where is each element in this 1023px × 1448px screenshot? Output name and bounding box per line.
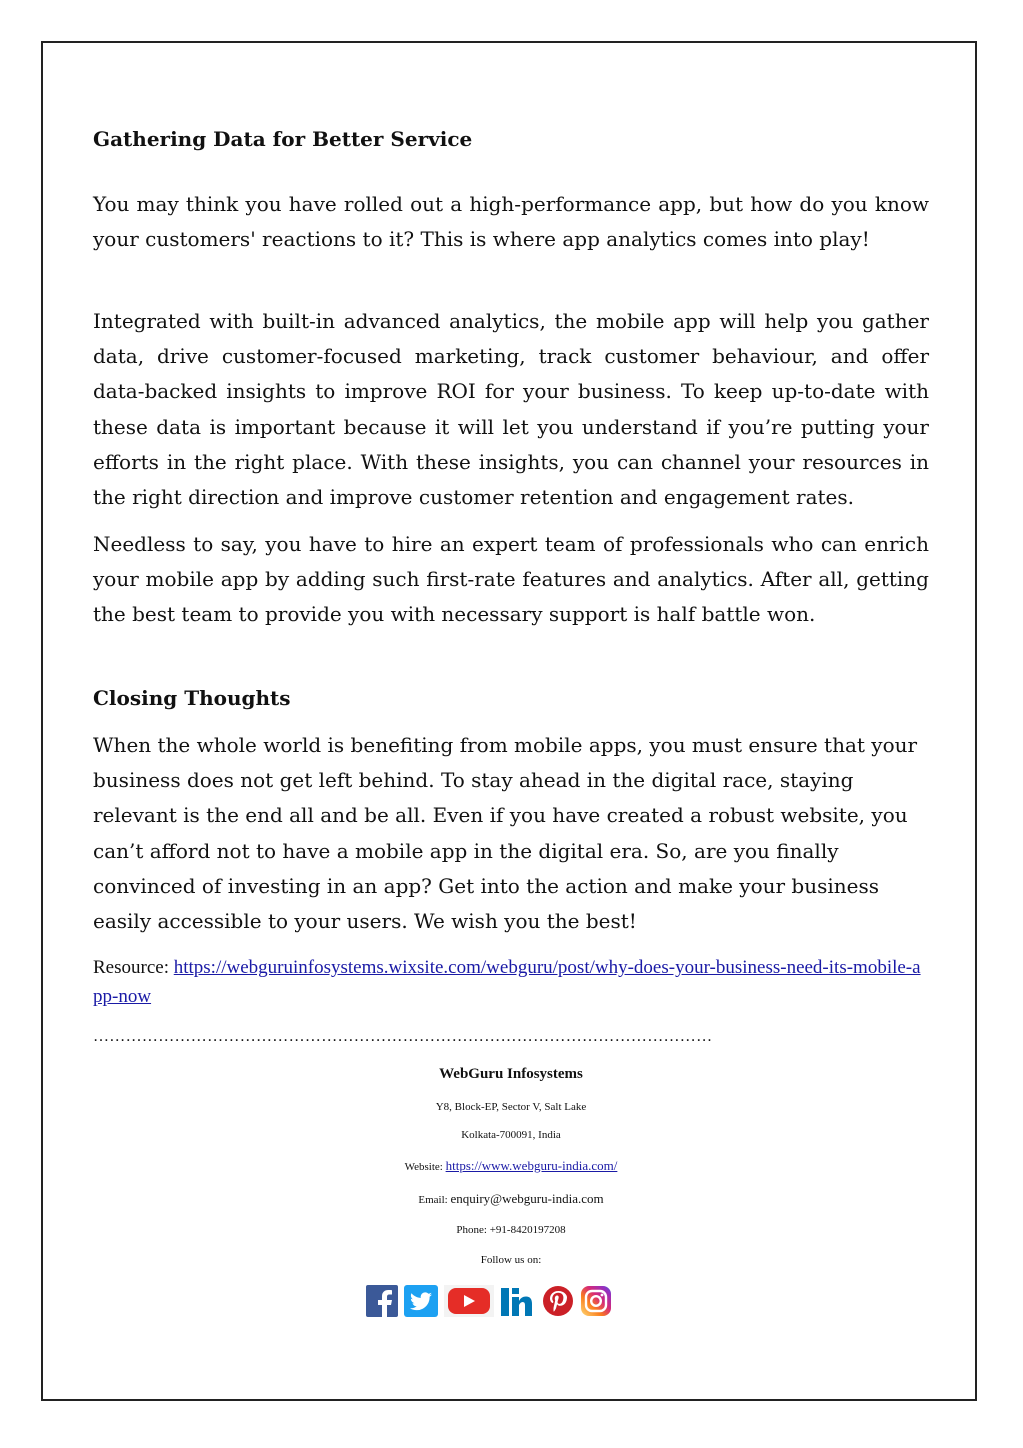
footer-email xyxy=(93,1191,929,1207)
footer-follow-label: Follow us on: xyxy=(480,1254,542,1266)
section-heading-gathering: Gathering Data for Better Service xyxy=(93,127,473,151)
social-icons xyxy=(366,1283,628,1319)
paragraph: Needless to say, you have to hire an expert team of professionals who can enrich your mobile app by adding such first-rate features and analytics. After all, getting the best team to provide you with necessary support is half battle won. xyxy=(93,532,929,627)
resource-line xyxy=(93,953,929,1011)
footer-city: Kolkata-700091, India xyxy=(461,1129,561,1141)
paragraph: When the whole world is benefiting from mobile apps, you must ensure that your business does not get left behind. To stay ahead in the digital race, staying relevant is the end all and be all. Even if you have created a robust website, you can’t afford not to have a mobile app in the digital era. So, are you finally convinced of investing in an app? Get into the action and make your business easily accessible to your users. We wish you the best! xyxy=(93,733,918,934)
instagram-icon[interactable] xyxy=(580,1285,612,1317)
footer-phone: Phone: +91-8420197208 xyxy=(456,1224,566,1236)
paragraph: Integrated with built-in advanced analytics, the mobile app will help you gather data, drive customer-focused marketing, track customer behaviour, and offer data-backed insights to improve ROI for your business. To keep up-to-date with these data is important because it will let you understand if you’re putting your efforts in the right place. With these insights, you can channel your resources in the right direction and improve customer retention and engagement rates. xyxy=(93,309,929,510)
divider-dots: …………………………………………………………………………………………………… xyxy=(93,1028,713,1045)
resource-label: Resource: xyxy=(93,957,169,978)
pinterest-icon[interactable] xyxy=(542,1285,574,1317)
section-heading-closing: Closing Thoughts xyxy=(93,686,291,710)
twitter-icon[interactable] xyxy=(404,1285,438,1317)
facebook-icon[interactable] xyxy=(366,1285,398,1317)
paragraph: You may think you have rolled out a high-performance app, but how do you know your customers' reactions to it? This is where app analytics comes into play! xyxy=(93,192,929,252)
email-label: Email: xyxy=(418,1194,448,1206)
website-label: Website: xyxy=(404,1161,443,1173)
website-link[interactable]: https://www.webguru-india.com/ xyxy=(445,1158,618,1173)
footer-address: Y8, Block-EP, Sector V, Salt Lake xyxy=(435,1101,587,1113)
linkedin-icon[interactable] xyxy=(500,1285,536,1317)
email-value[interactable]: enquiry@webguru-india.com xyxy=(450,1191,604,1206)
resource-link[interactable]: https://webguruinfosystems.wixsite.com/webguru/post/why-does-your-business-need-its-mobile-app-now xyxy=(93,957,921,1007)
footer-website xyxy=(93,1158,929,1174)
footer-company-name: WebGuru Infosystems xyxy=(439,1066,583,1082)
youtube-icon[interactable] xyxy=(444,1285,494,1317)
